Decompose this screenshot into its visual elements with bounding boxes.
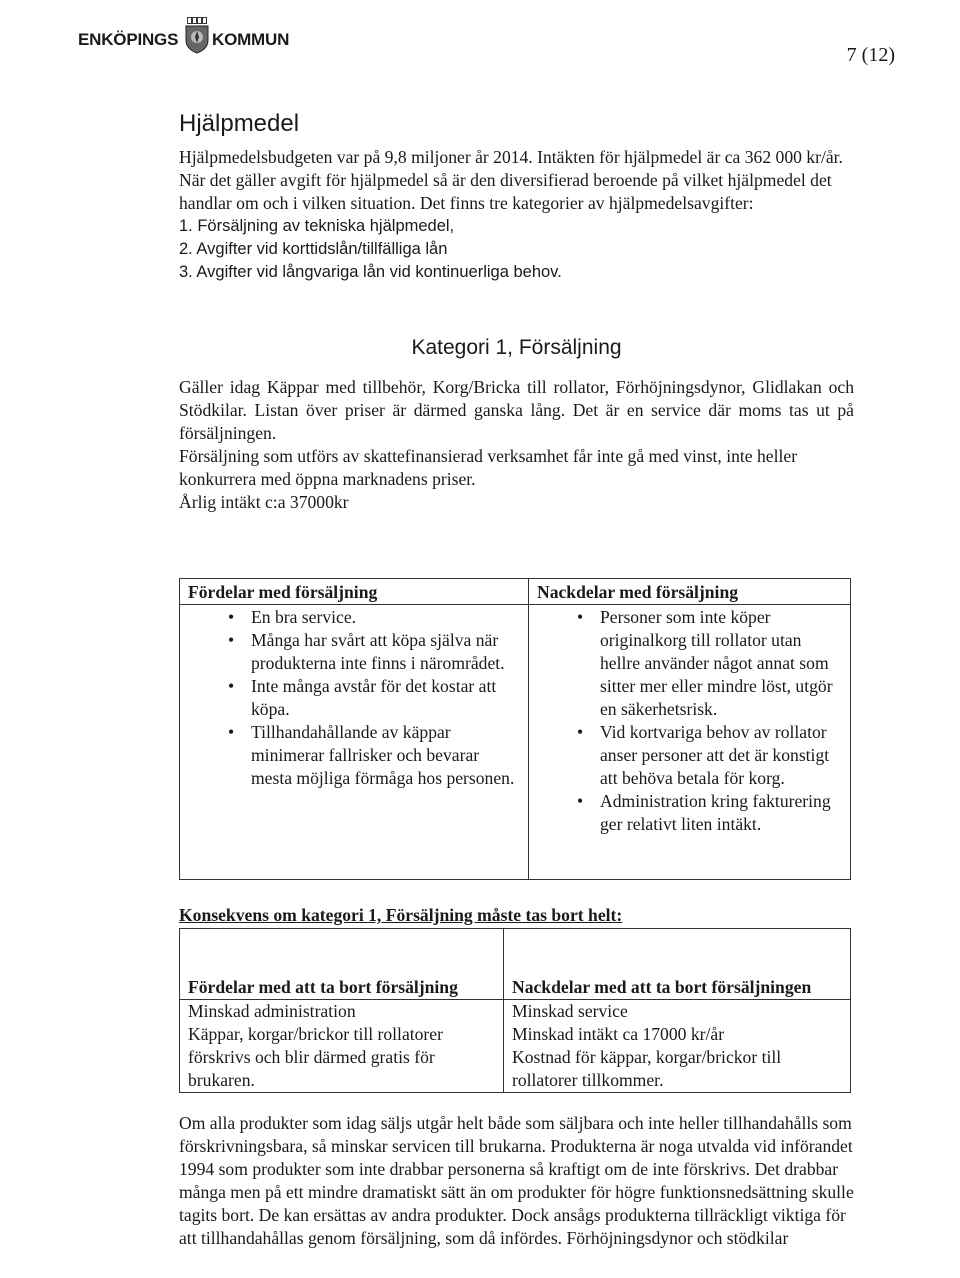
- cons-list: [530, 606, 849, 840]
- page-number: 7 (12): [846, 44, 895, 66]
- budget-paragraph: Hjälpmedelsbudgeten var på 9,8 miljoner år 2014. Intäkten för hjälpmedel är ca 362 000 kr/år.: [179, 147, 843, 167]
- cons-item: • Personer som inte köper originalkorg till rollator utan hellre använder något annat som sitter mer eller mindre löst, utgör en säkerhetsrisk.: [530, 606, 849, 721]
- consequence-table: [179, 928, 851, 1093]
- cons-item: • Vid kortvariga behov av rollator anser personer att det är konstigt att behöva betala för korg.: [530, 721, 849, 790]
- logo-text-right: KOMMUN: [212, 30, 290, 49]
- fee-list-item: 2. Avgifter vid korttidslån/tillfälliga lån: [179, 240, 448, 258]
- cons-item: • Administration kring fakturering ger relativt liten intäkt.: [530, 790, 849, 836]
- pros-header: Fördelar med försäljning: [180, 579, 529, 605]
- closing-section: [179, 1112, 854, 1250]
- section-title: Hjälpmedel: [179, 110, 300, 137]
- category-paragraph: Försäljning som utförs av skattefinansierad verksamhet får inte gå med vinst, inte heller konkurrera med öppna marknadens priser.: [179, 446, 798, 489]
- pros-list: [181, 606, 527, 794]
- consequence-pros-line: Käppar, korgar/brickor till rollatorer förskrivs och blir därmed gratis för brukaren.: [188, 1024, 443, 1090]
- fee-list-item: 3. Avgifter vid långvariga lån vid kontinuerliga behov.: [179, 263, 562, 281]
- closing-paragraph: Om alla produkter som idag säljs utgår helt både som säljbara och inte heller tillhandahålls som förskrivningsbara, så minskar servicen till brukarna. Produkterna är noga utvalda vid införandet 1994 som produkter som inte drabbar personerna så kraftigt om de inte förskrivs. Det drabbar många men på ett mindre dramatiskt sätt än om produkter för högre funktionsnedsättning skulle tagits bort. De kan ersättas av andra produkter. Dock ansågs produkterna tillräckligt viktiga för att tillhandahållas genom försäljning, som då infördes. Förhöjningsdynor och stödkilar: [179, 1113, 854, 1248]
- category-title: Kategori 1, Försäljning: [411, 336, 622, 359]
- consequence-cons-header: Nackdelar med att ta bort försäljningen: [504, 929, 851, 1000]
- pros-cell: [180, 605, 529, 880]
- fee-paragraph: När det gäller avgift för hjälpmedel så är den diversifierad beroende på vilket hjälpmedel det handlar om och i vilken situation. Det finns tre kategorier av hjälpmedelsavgifter:: [179, 170, 832, 213]
- consequence-title: Konsekvens om kategori 1, Försäljning måste tas bort helt:: [179, 905, 623, 925]
- pros-cons-table: [179, 578, 851, 880]
- pros-item: • Tillhandahållande av käppar minimerar fallrisker och bevarar mesta möjliga förmåga hos personen.: [181, 721, 527, 790]
- cons-header: Nackdelar med försäljning: [529, 579, 851, 605]
- consequence-pros-header: Fördelar med att ta bort försäljning: [180, 929, 504, 1000]
- main-content: [179, 110, 854, 514]
- fee-list-item: 1. Försäljning av tekniska hjälpmedel,: [179, 217, 455, 235]
- consequence-pros-line: Minskad administration: [188, 1001, 356, 1021]
- consequence-cons-line: Minskad service: [512, 1001, 628, 1021]
- logo-text-left: ENKÖPINGS: [78, 30, 179, 49]
- pros-item: • Inte många avstår för det kostar att köpa.: [181, 675, 527, 721]
- pros-item: • En bra service.: [181, 606, 527, 629]
- consequence-pros-cell: [180, 1000, 504, 1093]
- pros-item: • Många har svårt att köpa själva när produkterna inte finns i närområdet.: [181, 629, 527, 675]
- consequence-cons-cell: [504, 1000, 851, 1093]
- annual-revenue: Årlig intäkt c:a 37000kr: [179, 492, 349, 512]
- category-paragraph: Gäller idag Käppar med tillbehör, Korg/Bricka till rollator, Förhöjningsdynor, Glidlakan och Stödkilar. Listan över priser är därmed ganska lång. Det är en service där moms tas ut på försäljningen.: [179, 377, 854, 443]
- consequence-cons-line: Minskad intäkt ca 17000 kr/år: [512, 1024, 725, 1044]
- cons-cell: [529, 605, 851, 880]
- consequence-cons-line: Kostnad för käppar, korgar/brickor till rollatorer tillkommer.: [512, 1047, 782, 1090]
- coat-of-arms-icon: [183, 16, 211, 54]
